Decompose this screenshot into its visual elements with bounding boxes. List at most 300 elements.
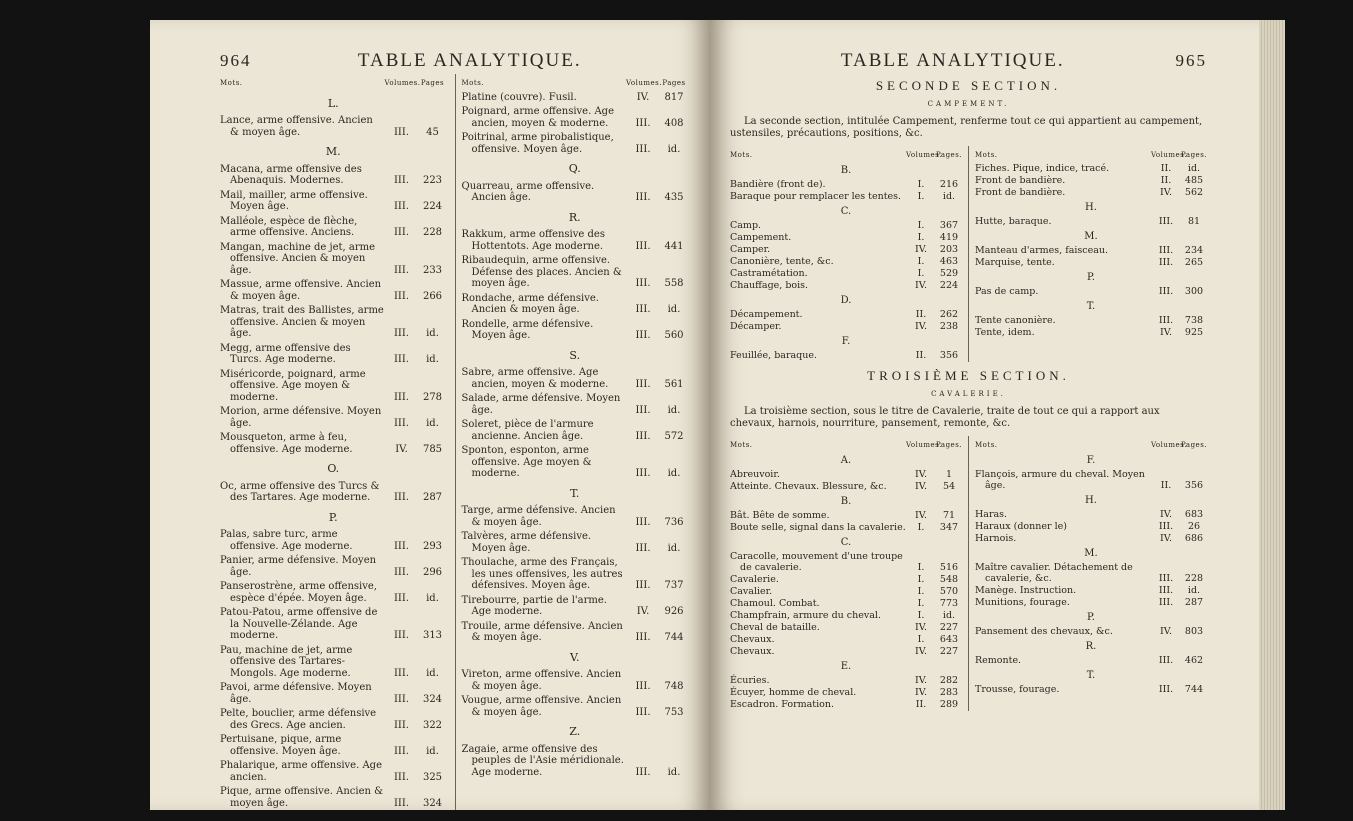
entry-term: Miséricorde, poignard, arme offensive. Age moyen & moderne.	[220, 368, 366, 403]
entry-volume: II.	[915, 699, 927, 710]
right-page	[710, 20, 1285, 810]
section-2-columns	[730, 146, 1207, 362]
section-3-column-2	[968, 436, 1207, 711]
entry-term: Cheval de bataille.	[730, 622, 820, 633]
section-letter: A.	[840, 455, 852, 466]
entry-term: Macana, arme offensive des Abenaquis. Modernes.	[220, 163, 362, 186]
left-column-1	[220, 74, 447, 810]
index-entry	[975, 286, 1207, 297]
index-list	[462, 92, 689, 779]
entry-volume: II.	[915, 309, 927, 320]
index-entry	[462, 92, 689, 104]
entry-volume: III.	[393, 771, 410, 783]
index-entry	[730, 191, 962, 202]
entry-term: Camper.	[730, 244, 771, 255]
entry-volume: III.	[635, 240, 651, 252]
entry-term: Mangan, machine de jet, arme offensive. Ancien & moyen âge.	[220, 241, 376, 276]
entry-volume: III.	[393, 719, 410, 731]
entry-term: Rondache, arme défensive. Ancien & moyen âge.	[461, 292, 599, 315]
index-entry	[975, 509, 1207, 520]
index-entry	[220, 242, 447, 277]
index-entry	[975, 245, 1207, 256]
index-entry	[220, 216, 447, 239]
entry-page: 234	[1184, 245, 1204, 256]
entry-volume: I.	[917, 586, 925, 597]
entry-volume: III.	[393, 492, 410, 503]
header-words: Mots.	[220, 79, 243, 87]
entry-volume: III.	[1158, 585, 1174, 596]
entry-volume: I.	[917, 610, 925, 621]
index-list	[975, 455, 1207, 695]
entry-term: Fiches. Pique, indice, tracé.	[975, 163, 1110, 174]
entry-page: id.	[667, 404, 681, 416]
entry-volume: III.	[393, 175, 410, 186]
entry-term: Trousse, fourage.	[975, 684, 1060, 695]
entry-term: Vireton, arme offensive. Ancien & moyen âge.	[461, 669, 622, 692]
index-entry	[975, 655, 1207, 666]
entry-volume: III.	[393, 630, 410, 641]
entry-page: 224	[422, 201, 443, 212]
entry-page: 572	[664, 430, 684, 442]
index-entry	[730, 179, 962, 190]
entry-page: 278	[422, 391, 443, 403]
entry-page: 683	[1184, 509, 1204, 520]
entry-page: 216	[939, 179, 959, 190]
entry-volume: III.	[1158, 655, 1174, 666]
entry-volume: IV.	[915, 510, 927, 521]
entry-page: id.	[942, 191, 956, 202]
section-2-column-1	[730, 146, 962, 362]
header-words: Mots.	[730, 441, 753, 449]
entry-page: id.	[426, 354, 439, 365]
section-letter: P.	[328, 510, 338, 524]
section-letter: P.	[1087, 272, 1095, 283]
entry-volume: I.	[917, 191, 925, 202]
entry-volume: III.	[635, 632, 651, 643]
entry-page: id.	[426, 592, 439, 604]
entry-term: Ribaudequin, arme offensive. Défense des places. Ancien & moyen âge.	[461, 255, 622, 289]
index-entry	[975, 327, 1207, 338]
index-entry	[220, 760, 447, 783]
entry-page: 485	[1184, 175, 1204, 186]
entry-page: id.	[426, 745, 439, 757]
index-entry	[462, 181, 689, 204]
entry-term: Tente, idem.	[975, 327, 1035, 338]
entry-page: 570	[939, 586, 959, 597]
section-letter: F.	[1086, 455, 1096, 466]
entry-page: 558	[664, 278, 684, 289]
entry-page: 227	[939, 622, 959, 633]
entry-volume: III.	[1158, 573, 1174, 584]
section-letter: F.	[841, 336, 851, 347]
section-letter: T.	[570, 486, 580, 500]
entry-volume: III.	[393, 797, 410, 809]
index-entry	[730, 586, 962, 597]
index-entry	[462, 106, 689, 129]
entry-volume: III.	[1158, 257, 1174, 268]
index-entry	[975, 315, 1207, 326]
section-letter: C.	[840, 206, 852, 217]
entry-volume: II.	[1160, 480, 1172, 491]
section-3-columns	[730, 436, 1207, 711]
entry-page: 203	[939, 244, 959, 255]
header-volumes: Volumes.	[384, 79, 421, 87]
section-2-intro: La seconde section, intitulée Campement, renferme tout ce qui appartient au campement, ustensiles, précautions, positions, &c.	[730, 116, 1203, 139]
entry-term: Chevaux.	[730, 646, 775, 657]
index-entry	[730, 244, 962, 255]
entry-page: id.	[667, 766, 681, 778]
entry-term: Remonte.	[975, 655, 1022, 666]
entry-page: 737	[664, 580, 684, 591]
entry-page: 266	[422, 290, 443, 302]
entry-term: Panserostrène, arme offensive, espèce d'épée. Moyen âge.	[220, 581, 377, 604]
entry-term: Caracolle, mouvement d'une troupe de cavalerie.	[730, 551, 903, 573]
section-3-intro: La troisième section, sous le titre de Cavalerie, traite de tout ce qui a rapport aux chevaux, harnois, nourriture, pansement, remonte, &c.	[730, 406, 1160, 429]
header-pages: Pages	[662, 79, 686, 87]
entry-term: Abreuvoir.	[730, 469, 780, 480]
entry-term: Malléole, espèce de flèche, arme offensive. Anciens.	[220, 215, 358, 238]
entry-term: Canonière, tente, &c.	[730, 256, 834, 267]
index-entry	[220, 369, 447, 404]
entry-volume: IV.	[915, 244, 927, 255]
entry-term: Castramétation.	[730, 268, 808, 279]
index-entry	[220, 581, 447, 604]
entry-term: Rakkum, arme offensive des Hottentots. Age moderne.	[461, 229, 605, 252]
header-words: Mots.	[730, 151, 753, 159]
entry-page: 419	[939, 232, 959, 243]
entry-term: Pansement des chevaux, &c.	[975, 626, 1113, 637]
index-entry	[462, 367, 689, 390]
entry-term: Quarreau, arme offensive. Ancien âge.	[461, 180, 595, 203]
index-entry	[220, 343, 447, 366]
entry-volume: IV.	[395, 443, 408, 455]
entry-page: 926	[664, 606, 684, 617]
index-entry	[730, 598, 962, 609]
entry-term: Front de bandière.	[975, 175, 1066, 186]
index-entry	[462, 595, 689, 618]
entry-volume: III.	[635, 766, 651, 778]
index-entry	[730, 646, 962, 657]
entry-page: 748	[664, 680, 684, 692]
entry-page: 744	[1184, 684, 1204, 695]
index-entry	[730, 610, 962, 621]
index-entry	[462, 393, 689, 416]
entry-page: 45	[426, 126, 439, 138]
header-pages: Pages.	[1181, 441, 1208, 449]
index-entry	[220, 682, 447, 705]
entry-page: 529	[939, 268, 959, 279]
entry-page: 325	[422, 771, 443, 783]
column-header	[975, 440, 1207, 451]
entry-volume: III.	[635, 706, 651, 718]
index-entry	[975, 521, 1207, 532]
index-entry	[220, 432, 447, 455]
entry-volume: III.	[1158, 597, 1174, 608]
entry-term: Poitrinal, arme pirobalistique, offensive. Moyen âge.	[461, 132, 614, 155]
section-letter: E.	[840, 661, 852, 672]
entry-volume: III.	[393, 566, 410, 578]
section-2-subtitle: CAMPEMENT.	[927, 100, 1010, 108]
entry-page: 81	[1187, 216, 1201, 227]
entry-term: Pelte, bouclier, arme défensive des Grecs. Age ancien.	[220, 708, 377, 731]
entry-term: Champfrain, armure du cheval.	[730, 610, 881, 621]
entry-volume: II.	[1160, 163, 1172, 174]
entry-volume: I.	[917, 574, 925, 585]
index-entry	[730, 268, 962, 279]
entry-page: 300	[1184, 286, 1204, 297]
entry-page: 785	[422, 443, 443, 455]
index-entry	[462, 419, 689, 442]
index-list	[730, 455, 962, 710]
index-entry	[730, 350, 962, 361]
entry-volume: III.	[635, 542, 651, 554]
left-page-number: 964	[220, 51, 252, 70]
index-entry	[975, 626, 1207, 637]
entry-page: 26	[1187, 521, 1201, 532]
entry-page: 435	[664, 192, 684, 203]
section-letter: B.	[840, 165, 852, 176]
entry-term: Feuillée, baraque.	[730, 350, 818, 361]
index-entry	[975, 585, 1207, 596]
index-entry	[220, 406, 447, 429]
entry-page: 408	[664, 117, 684, 129]
index-entry	[462, 229, 689, 252]
entry-volume: III.	[393, 693, 410, 705]
index-entry	[462, 293, 689, 316]
entry-term: Rondelle, arme défensive. Moyen âge.	[461, 318, 594, 341]
entry-page: 54	[942, 481, 956, 492]
entry-term: Campement.	[730, 232, 792, 243]
section-letter: Z.	[569, 725, 581, 738]
entry-volume: IV.	[636, 606, 650, 617]
entry-volume: I.	[917, 634, 925, 645]
entry-page: 773	[939, 598, 959, 609]
section-letter: P.	[1087, 612, 1095, 623]
entry-term: Front de bandière.	[975, 187, 1066, 198]
entry-term: Tirebourre, partie de l'arme. Age moderne.	[461, 594, 607, 617]
column-header	[730, 150, 962, 161]
entry-volume: III.	[635, 192, 651, 203]
index-entry	[220, 529, 447, 552]
entry-term: Lance, arme offensive. Ancien & moyen âge.	[220, 115, 373, 138]
entry-term: Haraux (donner le)	[975, 521, 1067, 532]
entry-term: Trouile, arme défensive. Ancien & moyen âge.	[461, 620, 623, 643]
entry-term: Haras.	[975, 509, 1008, 520]
index-entry	[220, 279, 447, 302]
entry-volume: I.	[917, 522, 925, 533]
entry-term: Tente canonière.	[975, 315, 1056, 326]
entry-volume: III.	[393, 126, 410, 138]
index-entry	[220, 607, 447, 642]
section-letter: L.	[327, 96, 339, 110]
entry-volume: III.	[393, 354, 410, 365]
entry-page: 1	[945, 469, 953, 480]
entry-volume: III.	[635, 430, 651, 442]
entry-term: Pique, arme offensive. Ancien & moyen âge.	[220, 786, 384, 809]
entry-term: Manteau d'armes, faisceau.	[975, 245, 1109, 256]
index-entry	[730, 256, 962, 267]
entry-term: Écuries.	[730, 675, 770, 686]
entry-term: Pas de camp.	[975, 286, 1039, 297]
entry-term: Cavalerie.	[730, 574, 779, 585]
header-volumes: Volumes.	[1151, 441, 1187, 449]
index-entry	[220, 481, 447, 504]
entry-page: 296	[422, 566, 443, 578]
entry-page: id.	[426, 328, 439, 339]
entry-volume: IV.	[915, 622, 927, 633]
entry-volume: III.	[393, 264, 410, 276]
entry-page: 347	[939, 522, 959, 533]
entry-page: 356	[939, 350, 959, 361]
entry-term: Mail, mailler, arme offensive. Moyen âge.	[220, 189, 368, 212]
index-entry	[220, 305, 447, 340]
section-letter: M.	[325, 145, 341, 158]
entry-volume: I.	[917, 232, 925, 243]
entry-page: 227	[939, 646, 959, 657]
index-entry	[730, 622, 962, 633]
entry-volume: IV.	[915, 280, 927, 291]
entry-page: id.	[426, 667, 439, 679]
entry-term: Décamper.	[730, 321, 782, 332]
index-entry	[220, 164, 447, 187]
section-3-column-1	[730, 436, 962, 711]
index-entry	[730, 675, 962, 686]
entry-page: 324	[422, 797, 443, 809]
column-header	[462, 78, 689, 90]
entry-page: 228	[422, 227, 443, 238]
entry-term: Flançois, armure du cheval. Moyen âge.	[975, 469, 1145, 491]
index-entry	[462, 255, 689, 290]
entry-volume: IV.	[1160, 509, 1172, 520]
left-column-2	[455, 74, 689, 810]
entry-volume: III.	[393, 417, 410, 429]
right-header-title: TABLE ANALYTIQUE.	[840, 50, 1065, 71]
header-pages: Pages.	[1181, 151, 1208, 159]
entry-page: 441	[664, 240, 684, 252]
entry-term: Pau, machine de jet, arme offensive des Tartares-Mongols. Age moderne.	[220, 644, 353, 679]
entry-page: 686	[1184, 533, 1204, 544]
column-header	[730, 440, 962, 451]
entry-term: Matras, trait des Ballistes, arme offensive. Ancien & moyen âge.	[220, 305, 384, 339]
entry-term: Chevaux.	[730, 634, 775, 645]
entry-page: 287	[1184, 597, 1204, 608]
index-entry	[462, 505, 689, 528]
entry-volume: III.	[393, 592, 410, 604]
entry-term: Thoulache, arme des Français, les unes offensives, les autres défensives. Moyen âge.	[461, 557, 623, 591]
entry-term: Maître cavalier. Détachement de cavalerie, &c.	[975, 562, 1133, 584]
entry-page: 561	[664, 378, 684, 390]
entry-page: id.	[667, 468, 681, 479]
entry-volume: III.	[1158, 315, 1174, 326]
index-entry	[730, 699, 962, 710]
header-words: Mots.	[461, 79, 485, 87]
index-entry	[462, 445, 689, 480]
header-volumes: Volumes.	[906, 151, 942, 159]
index-entry	[730, 687, 962, 698]
entry-volume: IV.	[1160, 626, 1172, 637]
section-letter: O.	[327, 462, 340, 475]
entry-volume: IV.	[915, 675, 927, 686]
index-entry	[975, 187, 1207, 198]
index-entry	[730, 309, 962, 320]
entry-volume: III.	[635, 516, 651, 528]
entry-volume: III.	[1158, 245, 1174, 256]
entry-term: Poignard, arme offensive. Age ancien, moyen & moderne.	[461, 106, 614, 129]
left-index-columns	[220, 74, 688, 810]
entry-volume: III.	[393, 201, 410, 212]
entry-volume: I.	[917, 220, 925, 231]
entry-volume: III.	[393, 328, 410, 339]
index-list	[220, 98, 447, 810]
index-entry	[462, 669, 689, 692]
entry-volume: I.	[917, 256, 925, 267]
index-entry	[462, 621, 689, 644]
entry-term: Manège. Instruction.	[975, 585, 1077, 596]
entry-page: 262	[939, 309, 959, 320]
entry-volume: III.	[393, 391, 410, 403]
index-entry	[220, 115, 447, 138]
section-letter: S.	[569, 348, 581, 362]
entry-page: 356	[1184, 480, 1204, 491]
section-3-subtitle: CAVALERIE.	[931, 390, 1006, 398]
entry-term: Patou-Patou, arme offensive de la Nouvelle-Zélande. Age moderne.	[220, 607, 378, 641]
entry-volume: III.	[635, 143, 651, 155]
entry-term: Massue, arme offensive. Ancien & moyen âge.	[220, 279, 382, 302]
entry-page: 463	[939, 256, 959, 267]
index-entry	[730, 551, 962, 573]
section-letter: B.	[840, 496, 852, 507]
index-list	[730, 165, 962, 361]
section-letter: C.	[840, 537, 852, 548]
entry-term: Cavalier.	[730, 586, 773, 597]
entry-volume: IV.	[1160, 533, 1172, 544]
entry-term: Palas, sabre turc, arme offensive. Age moderne.	[220, 529, 353, 552]
entry-term: Platine (couvre). Fusil.	[461, 91, 577, 103]
index-entry	[462, 744, 689, 779]
entry-page: 71	[942, 510, 956, 521]
entry-volume: III.	[635, 404, 651, 416]
entry-term: Marquise, tente.	[975, 257, 1055, 268]
section-letter: H.	[1085, 495, 1097, 506]
entry-term: Sponton, esponton, arme offensive. Age moyen & moderne.	[461, 445, 592, 479]
entry-page: 925	[1184, 327, 1204, 338]
entry-volume: IV.	[1160, 187, 1172, 198]
section-letter: M.	[1084, 548, 1098, 559]
entry-term: Panier, arme défensive. Moyen âge.	[220, 555, 377, 578]
entry-page: 744	[664, 632, 684, 643]
entry-term: Escadron. Formation.	[730, 699, 835, 710]
index-entry	[462, 319, 689, 342]
index-entry	[462, 695, 689, 718]
left-header-title: TABLE ANALYTIQUE.	[357, 50, 582, 71]
entry-volume: I.	[917, 598, 925, 609]
entry-page: 224	[939, 280, 959, 291]
header-pages: Pages.	[936, 441, 963, 449]
entry-volume: IV.	[915, 687, 927, 698]
entry-term: Zagaie, arme offensive des peuples de l'Asie méridionale. Age moderne.	[461, 743, 624, 778]
entry-term: Sabre, arme offensive. Age ancien, moyen & moderne.	[461, 367, 609, 390]
page-edges	[1259, 20, 1285, 810]
index-entry	[975, 684, 1207, 695]
entry-term: Soleret, pièce de l'armure ancienne. Ancien âge.	[461, 419, 594, 442]
index-entry	[730, 220, 962, 231]
entry-page: 289	[939, 699, 959, 710]
index-entry	[462, 132, 689, 155]
header-words: Mots.	[975, 441, 998, 449]
section-2-title: SECONDE SECTION.	[875, 78, 1062, 93]
entry-page: 643	[939, 634, 959, 645]
index-entry	[220, 734, 447, 757]
